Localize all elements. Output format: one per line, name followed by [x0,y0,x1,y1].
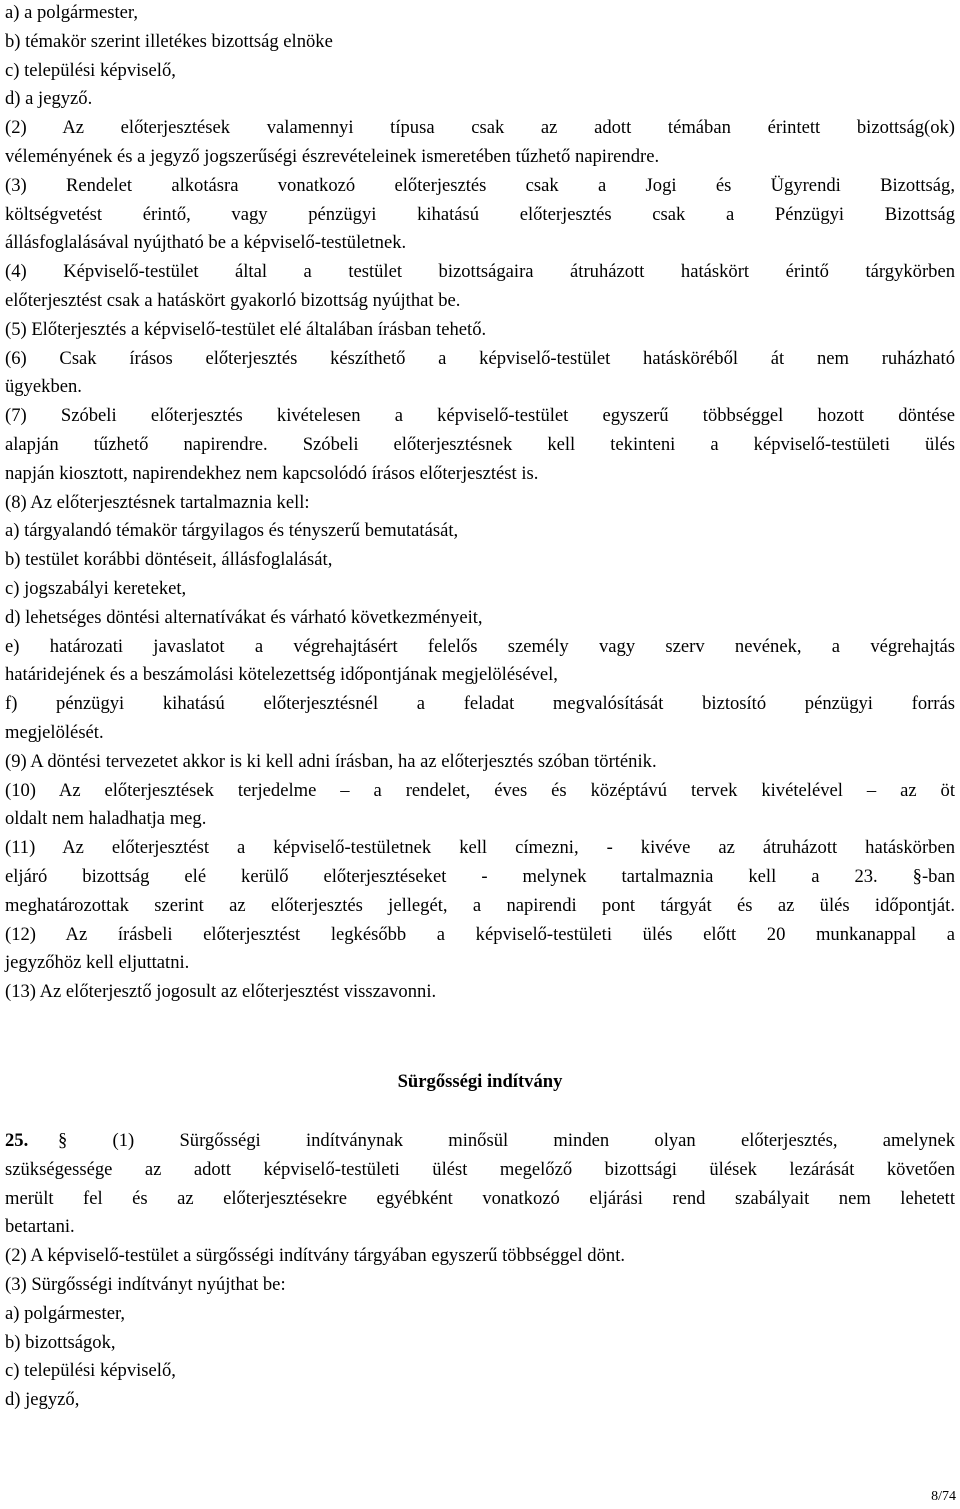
text-line: (5) Előterjesztés a képviselő-testület elé általában írásban tehető. [5,319,487,340]
text-line: (2) Az előterjesztések valamennyi típusa csak az adott témában érintett bizottság(ok) [5,117,955,138]
text-line: (6) Csak írásos előterjesztés készíthető a képviselő-testület hatásköréből át nem ruházható [5,348,955,369]
text-line: megjelölését. [5,722,104,743]
text-line: (2) A képviselő-testület a sürgősségi indítvány tárgyában egyszerű többséggel dönt. [5,1245,626,1266]
section-heading: Sürgősségi indítvány [397,1071,563,1092]
text-line: költségvetést érintő, vagy pénzügyi kihatású előterjesztés csak a Pénzügyi Bizottság [5,204,955,225]
text-line: eljáró bizottság elé kerülő előterjesztéseket - melynek tartalmaznia kell a 23. §-ban [5,866,955,887]
text-line: szükségessége az adott képviselő-testületi ülést megelőző bizottsági ülések lezárását követően [5,1159,955,1180]
text-line: a) polgármester, [5,1303,126,1324]
text-line: (11) Az előterjesztést a képviselő-testületnek kell címezni, - kivéve az átruházott hatáskörben [5,837,955,858]
text-line: állásfoglalásával nyújtható be a képviselő-testületnek. [5,232,407,253]
text-line: d) jegyző, [5,1389,80,1410]
text-line: (13) Az előterjesztő jogosult az előterjesztést visszavonni. [5,981,437,1002]
text-line: b) témakör szerint illetékes bizottság elnöke [5,31,333,52]
text-line: § (1) Sürgősségi indítványnak minősül minden olyan előterjesztés, amelynek [58,1130,955,1151]
text-line: (9) A döntési tervezetet akkor is ki kell adni írásban, ha az előterjesztés szóban történik. [5,751,657,772]
text-line: f) pénzügyi kihatású előterjesztésnél a feladat megvalósítását biztosító pénzügyi forrás [5,693,955,714]
text-line: meghatározottak szerint az előterjesztés jellegét, a napirendi pont tárgyát és az ülés időpontját. [5,895,955,916]
text-line: határidejének és a beszámolási kötelezettség időpontjának megjelölésével, [5,664,558,685]
text-line: előterjesztést csak a hatáskört gyakorló bizottság nyújthat be. [5,290,461,311]
section-number: 25. [5,1130,29,1151]
text-line: (7) Szóbeli előterjesztés kivételesen a képviselő-testület egyszerű többséggel hozott döntése [5,405,955,426]
text-line: betartani. [5,1216,75,1237]
text-line: napján kiosztott, napirendekhez nem kapcsolódó írásos előterjesztést is. [5,463,539,484]
text-line: c) települési képviselő, [5,1360,176,1381]
text-line: a) a polgármester, [5,2,138,23]
text-line: jegyzőhöz kell eljuttatni. [5,952,190,973]
text-line: b) testület korábbi döntéseit, állásfoglalását, [5,549,333,570]
page-number: 8/74 [931,1489,956,1504]
text-line: (12) Az írásbeli előterjesztést legkésőbb a képviselő-testületi ülés előtt 20 munkanappal a [5,924,955,945]
text-line: oldalt nem haladhatja meg. [5,808,207,829]
text-line: c) jogszabályi kereteket, [5,578,187,599]
text-line: (3) Sürgősségi indítványt nyújthat be: [5,1274,286,1295]
text-line: e) határozati javaslatot a végrehajtásért felelős személy vagy szerv nevének, a végrehajtás [5,636,955,657]
text-line: (4) Képviselő-testület által a testület bizottságaira átruházott hatáskört érintő tárgykörben [5,261,955,282]
text-line: merült fel és az előterjesztésekre egyébként vonatkozó eljárási rend szabályait nem lehetett [5,1188,955,1209]
text-line: b) bizottságok, [5,1332,116,1353]
text-line: véleményének és a jegyző jogszerűségi észrevételeinek ismeretében tűzhető napirendre. [5,146,660,167]
text-line: c) települési képviselő, [5,60,176,81]
text-line: alapján tűzhető napirendre. Szóbeli előterjesztésnek kell tekinteni a képviselő-testületi ülés [5,434,955,455]
text-line: ügyekben. [5,376,82,397]
text-line: (10) Az előterjesztések terjedelme – a rendelet, éves és középtávú tervek kivételével – az öt [5,780,955,801]
text-line: (3) Rendelet alkotásra vonatkozó előterjesztés csak a Jogi és Ügyrendi Bizottság, [5,175,955,196]
text-line: d) lehetséges döntési alternatívákat és várható következményeit, [5,607,483,628]
text-line: d) a jegyző. [5,88,93,109]
text-line: a) tárgyalandó témakör tárgyilagos és tényszerű bemutatását, [5,520,459,541]
text-line: (8) Az előterjesztésnek tartalmaznia kell: [5,492,310,513]
